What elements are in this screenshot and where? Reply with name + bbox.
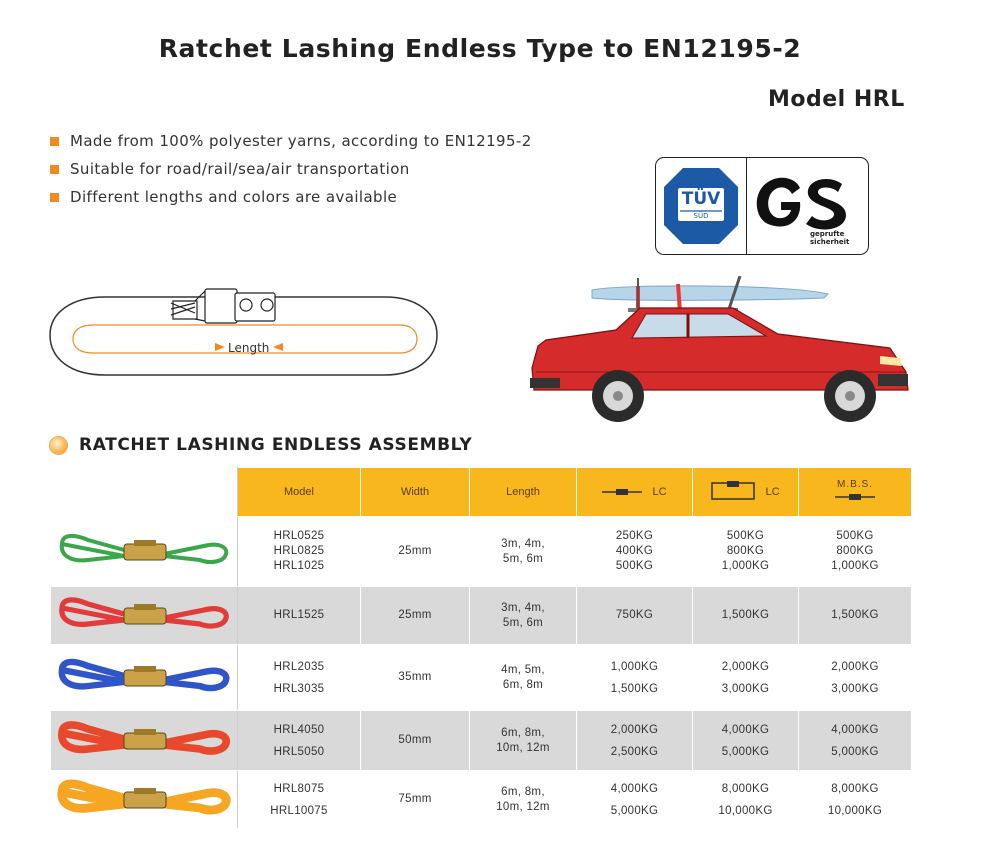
mbs-cell: 8,000KG 10,000KG — [799, 771, 912, 829]
strap-image — [51, 711, 238, 771]
lc1-cell: 4,000KG 5,000KG — [577, 771, 693, 829]
length-cell: 6m, 8m, 10m, 12m — [470, 711, 577, 771]
tuv-logo — [656, 158, 747, 254]
loop-pull-icon — [711, 481, 755, 503]
table-row — [51, 517, 912, 587]
col-header-lc-straight: LC — [577, 468, 693, 517]
mbs-cell: 500KG 800KG 1,000KG — [799, 517, 912, 587]
length-label: Length — [228, 341, 270, 355]
length-cell: 3m, 4m, 5m, 6m — [470, 587, 577, 645]
width-cell: 25mm — [361, 587, 470, 645]
ratchet-strap-icon — [54, 524, 234, 574]
image-header — [51, 468, 238, 517]
length-cell: 3m, 4m, 5m, 6m — [470, 517, 577, 587]
straight-pull-icon — [602, 487, 642, 497]
col-header-lc-loop: LC — [693, 468, 799, 517]
lc1-cell: 750KG — [577, 587, 693, 645]
width-cell: 35mm — [361, 645, 470, 711]
models-cell: HRL8075 HRL10075 — [238, 771, 361, 829]
col-header-width: Width — [361, 468, 470, 517]
bullet-square-icon — [50, 193, 59, 202]
models-cell: HRL0525 HRL0825 HRL1025 — [238, 517, 361, 587]
certification-badges — [655, 157, 869, 255]
models-cell: HRL2035 HRL3035 — [238, 645, 361, 711]
lc2-cell: 2,000KG 3,000KG — [693, 645, 799, 711]
mbs-cell: 4,000KG 5,000KG — [799, 711, 912, 771]
table-header-row — [51, 468, 912, 517]
length-cell: 4m, 5m, 6m, 8m — [470, 645, 577, 711]
strap-image — [51, 517, 238, 587]
gs-caption: geprufte — [810, 230, 845, 238]
width-cell: 25mm — [361, 517, 470, 587]
lc1-cell: 250KG 400KG 500KG — [577, 517, 693, 587]
lc2-cell: 500KG 800KG 1,000KG — [693, 517, 799, 587]
model-label: Model HRL — [768, 87, 905, 112]
ratchet-strap-icon — [54, 588, 234, 638]
feature-item: Made from 100% polyester yarns, according to EN12195-2 — [50, 127, 532, 155]
table-row — [51, 711, 912, 771]
bullet-square-icon — [50, 137, 59, 146]
lc2-cell: 1,500KG — [693, 587, 799, 645]
feature-item: Suitable for road/rail/sea/air transportation — [50, 155, 532, 183]
mbs-cell: 2,000KG 3,000KG — [799, 645, 912, 711]
spec-table — [50, 467, 912, 829]
gs-caption: sicherheit — [810, 238, 850, 246]
models-cell: HRL4050 HRL5050 — [238, 711, 361, 771]
col-header-model: Model — [238, 468, 361, 517]
section-bullet-icon — [50, 437, 67, 454]
table-row — [51, 771, 912, 829]
arrow-left-icon — [273, 343, 283, 351]
gs-logo-icon — [748, 158, 868, 254]
width-cell: 50mm — [361, 711, 470, 771]
strap-image — [51, 645, 238, 711]
table-row — [51, 587, 912, 645]
strap-image — [51, 587, 238, 645]
bullet-square-icon — [50, 165, 59, 174]
ratchet-strap-icon — [54, 650, 234, 700]
width-cell: 75mm — [361, 771, 470, 829]
mbs-cell: 1,500KG — [799, 587, 912, 645]
lc2-cell: 8,000KG 10,000KG — [693, 771, 799, 829]
ratchet-strap-icon — [54, 772, 234, 822]
car-with-roof-load-illustration — [528, 276, 913, 426]
strap-image — [51, 771, 238, 829]
lc1-cell: 1,000KG 1,500KG — [577, 645, 693, 711]
straight-pull-icon — [835, 492, 875, 502]
col-header-mbs: M.B.S. — [799, 468, 912, 517]
tuv-main-text: TÜV — [681, 189, 721, 209]
page-title: Ratchet Lashing Endless Type to EN12195-2 — [158, 34, 802, 63]
arrow-right-icon — [215, 343, 225, 351]
section-heading: RATCHET LASHING ENDLESS ASSEMBLY — [50, 435, 472, 455]
table-row — [51, 645, 912, 711]
tuv-sub-text: SÜD — [693, 212, 709, 220]
ratchet-strap-icon — [54, 713, 234, 763]
lc2-cell: 4,000KG 5,000KG — [693, 711, 799, 771]
length-cell: 6m, 8m, 10m, 12m — [470, 771, 577, 829]
models-cell: HRL1525 — [238, 587, 361, 645]
feature-item: Different lengths and colors are available — [50, 183, 532, 211]
feature-list — [50, 127, 532, 211]
endless-loop-diagram — [45, 283, 445, 383]
lc1-cell: 2,000KG 2,500KG — [577, 711, 693, 771]
col-header-length: Length — [470, 468, 577, 517]
